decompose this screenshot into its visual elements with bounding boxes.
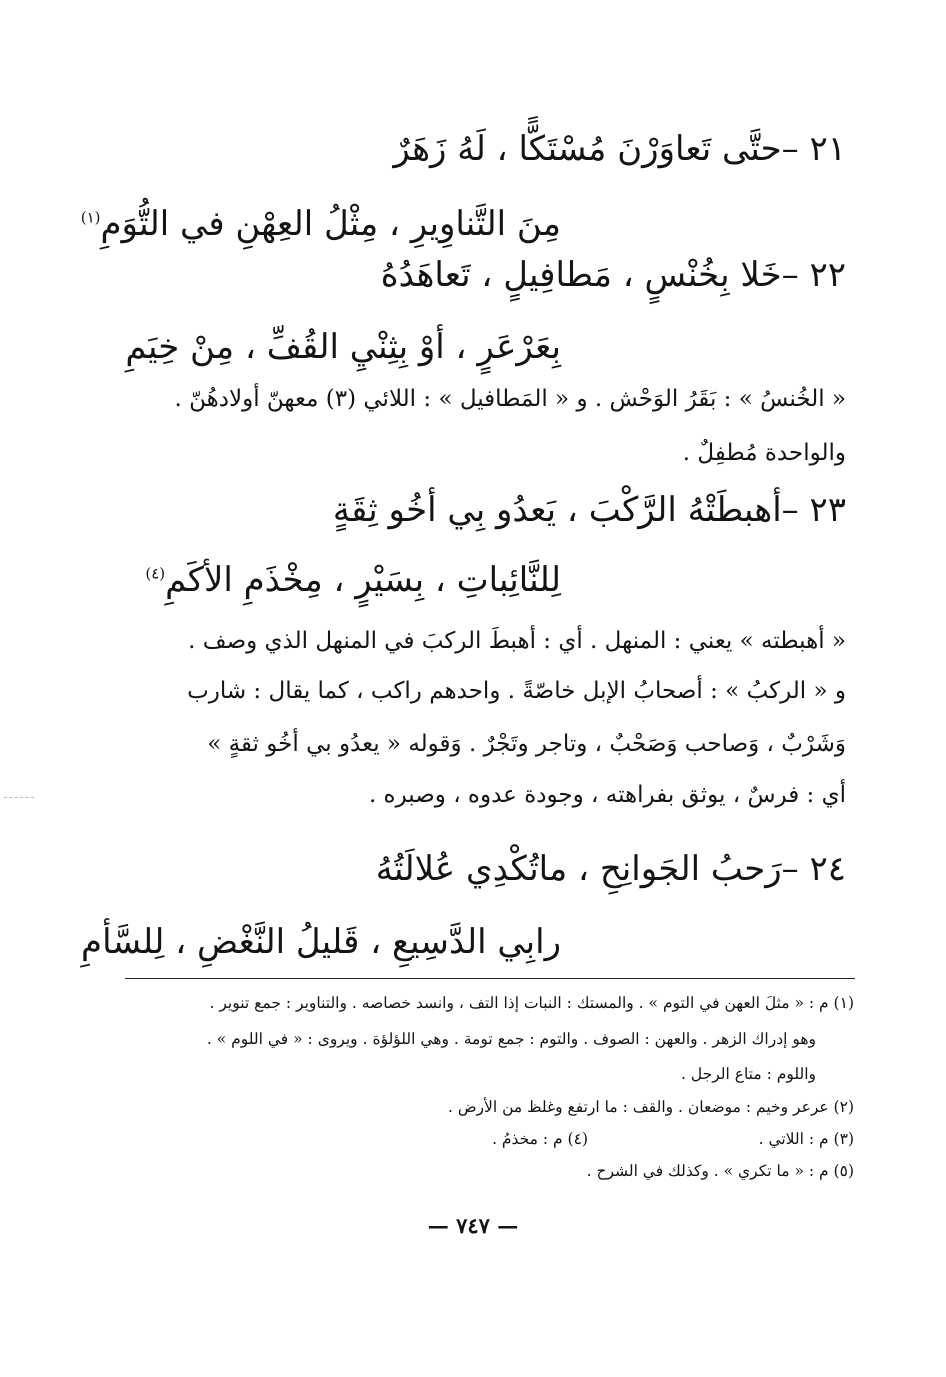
verse-text: رابِي الدَّسِيعِ ، قَليلُ النَّغْضِ ، لِلسَّأمِ [81,922,561,962]
verse-text: حتَّى تَعاوَرْنَ مُسْتَكًّا ، لَهُ زَهَرٌ [393,129,782,169]
verse-text: مِنَ التَّناوِيرِ ، مِثْلُ العِهْنِ في التُّوَمِ [100,204,561,244]
commentary-23-line-4: أي : فرسٌ ، يوثق بفراهته ، وجودة عدوه ، وصبره . [368,782,846,808]
verse-text: أهبطَتْهُ الرَّكْبَ ، يَعدُو بِي أخُو ثِقَةٍ [332,490,782,530]
page-number: — ٧٤٧ — [427,1213,519,1238]
commentary-23-line-2: و « الركبُ » : أصحابُ الإبل خاصّةً . واحدهم راكب ، كما يقال : شارب [187,678,846,704]
verse-24-first-hemistich: ٢٤ –رَحبُ الجَوانِحِ ، ماتُكْدِي عُلالَتُهُ [375,849,846,889]
verse-23-second-hemistich [145,560,561,600]
verse-21-second-hemistich [80,204,561,244]
footnote-1-line-3: واللوم : متاع الرجل . [681,1065,816,1083]
scan-edge-mark [4,797,34,798]
verse-text: بِعَرْعَرٍ ، أوْ بِثِنْيِ القُفِّ ، مِنْ خِيَمِ [125,327,561,367]
commentary-22-line-1: « الخُنسُ » : بَقَرُ الوَحْش . و « المَطافيل » : اللائي (٣) معهنّ أولادهُنّ . [174,386,846,412]
footnote-marker: (١) [80,208,101,227]
verse-21-first-hemistich: ٢١ –حتَّى تَعاوَرْنَ مُسْتَكًّا ، لَهُ زَهَرٌ [393,129,846,169]
verse-22-first-hemistich: ٢٢ –خَلا بِخُنْسٍ ، مَطافِيلٍ ، تَعاهَدُهُ [380,255,846,295]
footnote-marker: (٤) [145,564,166,583]
commentary-22-line-2: والواحدة مُطفِلٌ . [682,440,846,466]
footnote-1-line-1: (١) م : « مثلَ العهن في التوم » . والمستك : النبات إذا التف ، وانسد خصاصه . والتناوير : جمع تنوير . [209,994,854,1012]
verse-text: خَلا بِخُنْسٍ ، مَطافِيلٍ ، تَعاهَدُهُ [380,255,782,295]
verse-22-second-hemistich [125,327,561,367]
verse-24-second-hemistich [81,922,561,962]
verse-23-first-hemistich: ٢٣ –أهبطَتْهُ الرَّكْبَ ، يَعدُو بِي أخُو ثِقَةٍ [332,490,846,530]
footnote-1-line-2: وهو إدراك الزهر . والعهن : الصوف . والتوم : جمع تومة . وهي اللؤلؤة . ويروى : « في اللوم » . [206,1030,816,1048]
footnote-5: (٥) م : « ما تكري » . وكذلك في الشرح . [586,1162,854,1180]
verse-number: ٢١ [809,129,846,169]
commentary-23-line-3: وَشَرْبٌ ، وَصاحب وَصَحْبٌ ، وتاجر وتَجْرٌ . وَقوله « يعدُو بي أخُو ثقةٍ » [207,731,846,757]
footnote-separator [125,978,855,979]
verse-text: لِلنَّائِباتِ ، بِسَيْرٍ ، مِخْذَمِ الأكَمِ [165,560,561,600]
verse-text: رَحبُ الجَوانِحِ ، ماتُكْدِي عُلالَتُهُ [375,849,782,889]
verse-number: ٢٤ [809,849,846,889]
verse-number: ٢٣ [809,490,846,530]
commentary-23-line-1: « أهبطته » يعني : المنهل . أي : أهبطَ الركبَ في المنهل الذي وصف . [188,628,846,654]
footnote-3: (٣) م : اللاتي . [758,1130,854,1148]
footnote-2: (٢) عرعر وخيم : موضعان . والقف : ما ارتفع وغلظ من الأرض . [447,1098,854,1116]
footnote-4: (٤) م : مخذمُ . [492,1130,588,1148]
verse-number: ٢٢ [809,255,846,295]
